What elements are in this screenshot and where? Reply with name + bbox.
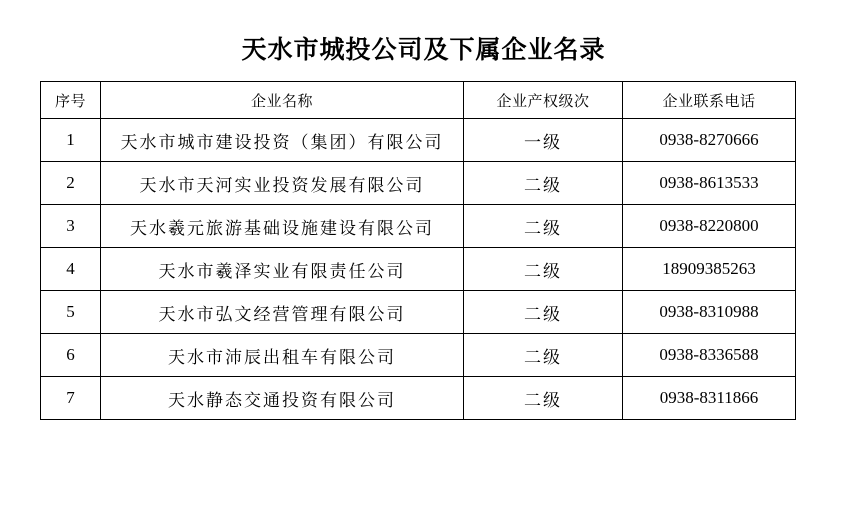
cell-phone: 18909385263: [623, 248, 796, 291]
cell-phone: 0938-8311866: [623, 377, 796, 420]
cell-property-level: 二级: [464, 334, 623, 377]
cell-company-name: 天水静态交通投资有限公司: [101, 377, 464, 420]
table-row: [41, 119, 796, 162]
cell-phone: 0938-8220800: [623, 205, 796, 248]
cell-phone: 0938-8336588: [623, 334, 796, 377]
cell-property-level: 二级: [464, 205, 623, 248]
cell-company-name: 天水羲元旅游基础设施建设有限公司: [101, 205, 464, 248]
cell-property-level: 二级: [464, 248, 623, 291]
cell-property-level: 二级: [464, 162, 623, 205]
cell-phone: 0938-8270666: [623, 119, 796, 162]
table-header: [41, 82, 796, 119]
cell-index: 6: [41, 334, 101, 377]
cell-property-level: 二级: [464, 377, 623, 420]
table-row: [41, 205, 796, 248]
header-cell-level: 企业产权级次: [464, 82, 623, 119]
header-row: [41, 82, 796, 119]
header-cell-index: 序号: [41, 82, 101, 119]
cell-phone: 0938-8613533: [623, 162, 796, 205]
cell-company-name: 天水市羲泽实业有限责任公司: [101, 248, 464, 291]
header-cell-phone: 企业联系电话: [623, 82, 796, 119]
cell-company-name: 天水市沛辰出租车有限公司: [101, 334, 464, 377]
table-row: [41, 377, 796, 420]
cell-company-name: 天水市天河实业投资发展有限公司: [101, 162, 464, 205]
cell-phone: 0938-8310988: [623, 291, 796, 334]
cell-company-name: 天水市城市建设投资（集团）有限公司: [101, 119, 464, 162]
header-cell-name: 企业名称: [101, 82, 464, 119]
table-row: [41, 334, 796, 377]
table-row: [41, 162, 796, 205]
company-directory-table: [40, 81, 796, 420]
cell-index: 3: [41, 205, 101, 248]
table-row: [41, 291, 796, 334]
cell-index: 2: [41, 162, 101, 205]
cell-property-level: 二级: [464, 291, 623, 334]
cell-index: 4: [41, 248, 101, 291]
cell-company-name: 天水市弘文经营管理有限公司: [101, 291, 464, 334]
table-body: [41, 119, 796, 420]
cell-index: 7: [41, 377, 101, 420]
cell-index: 5: [41, 291, 101, 334]
cell-property-level: 一级: [464, 119, 623, 162]
page-title: 天水市城投公司及下属企业名录: [241, 37, 606, 64]
table-row: [41, 248, 796, 291]
cell-index: 1: [41, 119, 101, 162]
